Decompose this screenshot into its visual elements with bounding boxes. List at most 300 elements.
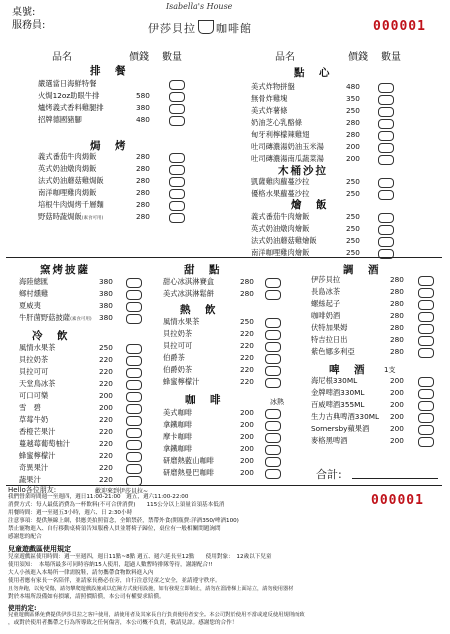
menu-item-name: 爐烤義式香料雞腿排: [38, 103, 104, 112]
menu-item-price: 200: [390, 424, 404, 433]
menu-item-name: 優格水果蘿蔓沙拉: [251, 189, 310, 198]
menu-item-price: 250: [346, 236, 360, 245]
footer-min-charge: 消費方式：每人最低消費為一杯飲料(不可合併消費) 115公分以上須量首須基本低消: [8, 502, 225, 508]
kids-rule-1: 使用須知： 本場所最多可同時容納15人使用，超過人數暫時排隊等待，謝謝配合!!: [8, 562, 213, 568]
menu-item-name: 蜂蜜檸檬汁: [19, 451, 56, 460]
menu-item-price: 200: [346, 154, 360, 163]
baked-list: [38, 151, 198, 223]
menu-item-price: 280: [390, 323, 404, 332]
menu-item-name: 夏威夷: [19, 301, 41, 310]
menu-item: [19, 450, 159, 462]
quantity-box[interactable]: [418, 288, 434, 298]
quantity-box[interactable]: [169, 92, 185, 102]
table-number-label: 桌號:: [12, 7, 36, 18]
cocktail-list: [311, 274, 441, 358]
menu-item-name: 法式奶油蘑菇雞燴飯: [251, 236, 317, 245]
section-cold-title: 冷 飲: [32, 330, 70, 342]
salad-list: [251, 176, 421, 200]
menu-item-name: 英式奶油燉肉焗飯: [38, 164, 97, 173]
menu-item-name: 南洋咖哩雞肉燴飯: [251, 248, 310, 257]
menu-item-name: Somersby蘋果酒: [311, 424, 370, 433]
menu-item: [163, 352, 303, 364]
menu-item: [251, 141, 421, 153]
menu-item: [19, 378, 159, 390]
quantity-box[interactable]: [265, 366, 281, 376]
menu-item-name: 美式炸薯條: [251, 106, 288, 115]
menu-item-price: 200: [390, 376, 404, 385]
menu-item-name: 培根牛肉焗烤千層麵: [38, 200, 104, 209]
quantity-box[interactable]: [265, 409, 281, 419]
menu-item-price: 380: [99, 301, 113, 310]
server-label: 服務員:: [12, 20, 46, 31]
menu-item: [311, 387, 441, 399]
quantity-box[interactable]: [169, 104, 185, 114]
menu-item-name: 貝拉奶茶: [163, 329, 193, 338]
col-name-header-right: 品名: [275, 52, 295, 63]
quantity-box[interactable]: [418, 348, 434, 358]
menu-item-name: 咖啡奶酒: [311, 311, 341, 320]
quantity-box[interactable]: [265, 433, 281, 443]
quantity-box[interactable]: [418, 425, 434, 435]
kids-hours: 兒童遊戲區使用時間：週一至週四，週日11點~8點 週五、週六延長至12點 使用對象： 12歲以下兒童: [8, 554, 272, 560]
menu-item-name: 吐司磚濃湯南瓜蔬菜湯: [251, 154, 324, 163]
quantity-box[interactable]: [169, 189, 185, 199]
coffee-list: [163, 407, 303, 479]
menu-item-price: 200: [390, 436, 404, 445]
menu-item-name: 紫色娜多利亞: [311, 347, 355, 356]
menu-item-price: 250: [346, 177, 360, 186]
menu-item-price: 280: [390, 287, 404, 296]
quantity-box[interactable]: [265, 278, 281, 288]
menu-item-price: 220: [99, 427, 113, 436]
pizza-list: [19, 276, 159, 324]
quantity-box[interactable]: [169, 80, 185, 90]
quantity-box[interactable]: [169, 165, 185, 175]
quantity-box[interactable]: [126, 278, 142, 288]
quantity-box[interactable]: [418, 413, 434, 423]
menu-item-name: 牛肝菌野菇披薩(素食可用): [19, 313, 92, 322]
menu-item-name: 義式番茄牛肉焗飯: [38, 152, 97, 161]
quantity-box[interactable]: [265, 445, 281, 455]
menu-item-price: 200: [240, 468, 254, 477]
menu-item-name: 美式咖啡: [163, 408, 193, 417]
divider-top: [6, 257, 442, 258]
menu-item-price: 200: [240, 444, 254, 453]
menu-item-name: 貝拉奶茶: [19, 355, 49, 364]
menu-item-name: 法式奶油蘑菇雞焗飯: [38, 176, 104, 185]
menu-item-price: 280: [136, 212, 150, 221]
menu-item: [38, 151, 198, 163]
menu-item-price: 200: [240, 408, 254, 417]
quantity-box[interactable]: [126, 392, 142, 402]
logo-name: 伊莎貝拉 咖啡館: [148, 22, 252, 35]
quantity-box[interactable]: [126, 380, 142, 390]
footer-order-number: 000001: [371, 493, 424, 508]
menu-item-name: 奇異果汁: [19, 463, 49, 472]
menu-item-name: 可口可樂: [19, 391, 49, 400]
menu-item-name: 吐司磚濃湯奶油玉米湯: [251, 142, 324, 151]
menu-item: [19, 276, 159, 288]
notice-title: 使用約定:: [8, 604, 37, 612]
menu-item: [311, 423, 441, 435]
quantity-box[interactable]: [126, 440, 142, 450]
col-name-header-left: 品名: [52, 52, 72, 63]
menu-item: [251, 211, 421, 223]
quantity-box[interactable]: [418, 389, 434, 399]
beer-unit-label: 1支: [384, 366, 396, 374]
menu-item-price: 200: [390, 388, 404, 397]
menu-item: [38, 90, 198, 102]
menu-item-name: 研磨熱曼巴咖啡: [163, 468, 215, 477]
menu-item: [38, 187, 198, 199]
kids-rule-4: 且勿奔跑，以免受傷，請勿攀爬遊戲設施或以危險方式使用設施，如有發現立即制止，請勿在溜滑梯上面站立，請勿使用器材: [8, 586, 294, 592]
quantity-box[interactable]: [126, 368, 142, 378]
menu-item: [19, 300, 159, 312]
quantity-box[interactable]: [265, 342, 281, 352]
quantity-box[interactable]: [265, 354, 281, 364]
quantity-box[interactable]: [378, 143, 394, 153]
menu-item: [163, 276, 303, 288]
menu-item-name: 南洋咖哩雞肉焗飯: [38, 188, 97, 197]
menu-item-price: 220: [99, 367, 113, 376]
quantity-box[interactable]: [265, 457, 281, 467]
footer-welcome: 歡迎來到伊莎貝拉~: [95, 488, 149, 495]
menu-item-name: 拿鐵咖啡: [163, 420, 193, 429]
menu-item: [19, 390, 159, 402]
menu-item: [163, 288, 303, 300]
menu-item-name: 麥格黑啤酒: [311, 436, 348, 445]
menu-item-price: 280: [136, 164, 150, 173]
section-hot-title: 熱 飲: [180, 304, 218, 316]
quantity-box[interactable]: [378, 131, 394, 141]
section-pizza-title: 窯烤披薩: [40, 264, 90, 276]
kids-area-title: 兒童遊戲區使用規定: [8, 545, 71, 553]
menu-item-price: 200: [240, 456, 254, 465]
menu-item-name: 貝拉可可: [19, 367, 49, 376]
quantity-box[interactable]: [265, 469, 281, 479]
menu-item: [163, 407, 303, 419]
menu-item-name: 海尼根330ML: [311, 376, 358, 385]
menu-item-price: 200: [99, 391, 113, 400]
menu-item: [311, 399, 441, 411]
menu-item-price: 220: [240, 353, 254, 362]
menu-item: [19, 438, 159, 450]
footer-greeting: Hello各位朋友:: [8, 486, 57, 494]
section-snack-title: 點 心: [294, 67, 332, 79]
menu-item: [311, 334, 441, 346]
quantity-box[interactable]: [378, 155, 394, 165]
quantity-box[interactable]: [126, 344, 142, 354]
menu-item: [163, 419, 303, 431]
quantity-box[interactable]: [378, 190, 394, 200]
menu-item: [251, 223, 421, 235]
footer-rules: 注意事項：提供無線上網，供應美拍照留念，全館禁菸，禁帶外食(開瓶費:洋酒350/啤酒100): [8, 518, 239, 524]
menu-item-name: 蜂蜜檸檬汁: [163, 377, 200, 386]
menu-item-name: 雪 碧: [19, 403, 41, 412]
menu-item-price: 280: [390, 275, 404, 284]
menu-item-name: 金牌啤酒330ML: [311, 388, 365, 397]
section-rice-title: 燴 飯: [291, 199, 329, 211]
menu-item-name: 伊莎貝拉: [311, 275, 341, 284]
menu-item-price: 280: [136, 188, 150, 197]
menu-item: [19, 354, 159, 366]
menu-item: [251, 188, 421, 200]
menu-item: [251, 176, 421, 188]
menu-item-name: 蔓越莓葡萄柚汁: [19, 439, 71, 448]
menu-item: [163, 443, 303, 455]
menu-item-price: 380: [99, 313, 113, 322]
quantity-box[interactable]: [169, 213, 185, 223]
menu-item-name: 風情水果茶: [19, 343, 56, 352]
quantity-box[interactable]: [418, 336, 434, 346]
menu-item: [163, 376, 303, 388]
quantity-box[interactable]: [126, 428, 142, 438]
menu-item: [163, 364, 303, 376]
dessert-list: [163, 276, 303, 300]
quantity-box[interactable]: [126, 464, 142, 474]
menu-item: [38, 114, 198, 126]
menu-item-price: 380: [99, 289, 113, 298]
rice-list: [251, 211, 421, 259]
menu-item: [163, 467, 303, 479]
menu-item: [311, 322, 441, 334]
quantity-box[interactable]: [126, 452, 142, 462]
beer-list: [311, 375, 441, 447]
section-liquor-title: 調 酒: [343, 264, 381, 276]
quantity-box[interactable]: [418, 401, 434, 411]
menu-item: [311, 411, 441, 423]
menu-item: [19, 462, 159, 474]
quantity-box[interactable]: [126, 314, 142, 324]
menu-item: [311, 375, 441, 387]
menu-item: [38, 102, 198, 114]
menu-item-price: 280: [136, 176, 150, 185]
section-dessert-title: 甜 點: [184, 264, 222, 276]
menu-item-price: 220: [99, 451, 113, 460]
menu-item: [311, 274, 441, 286]
quantity-box[interactable]: [418, 300, 434, 310]
coffee-cup-icon: [198, 20, 214, 34]
menu-item: [38, 199, 198, 211]
quantity-box[interactable]: [378, 83, 394, 93]
menu-item-name: 貝拉可可: [163, 341, 193, 350]
quantity-box[interactable]: [265, 421, 281, 431]
menu-item-price: 220: [99, 379, 113, 388]
menu-item-price: 280: [390, 311, 404, 320]
section-coffee-title: 咖 啡: [185, 394, 223, 406]
menu-item-price: 220: [99, 475, 113, 484]
menu-item-name: 風情水果茶: [163, 317, 200, 326]
menu-item: [251, 93, 421, 105]
menu-item: [19, 312, 159, 324]
section-grill-title: 排 餐: [90, 65, 128, 77]
menu-item-price: 480: [346, 82, 360, 91]
menu-item-price: 280: [390, 299, 404, 308]
logo: [148, 2, 298, 40]
menu-item: [251, 129, 421, 141]
menu-item-price: 200: [99, 403, 113, 412]
menu-item-name: 蔬果汁: [19, 475, 41, 484]
menu-item-name: 伯爵茶: [163, 353, 185, 362]
quantity-box[interactable]: [265, 378, 281, 388]
quantity-box[interactable]: [169, 177, 185, 187]
notice-line-1: 兒童遊戲區係免費提供伊莎貝拉之客戶使用，請使用者及其家長自行負責使用者安全。本公司對於使用不當或違反使用規則而致: [8, 612, 305, 618]
menu-item-name: 甜心冰淇淋賽盒: [163, 277, 215, 286]
menu-item: [251, 153, 421, 165]
menu-item: [163, 431, 303, 443]
quantity-box[interactable]: [265, 318, 281, 328]
menu-item-price: 380: [99, 277, 113, 286]
menu-item: [19, 426, 159, 438]
menu-item-name: 美式炸物拼盤: [251, 82, 295, 91]
menu-item: [311, 435, 441, 447]
menu-item-price: 200: [240, 432, 254, 441]
menu-item-price: 220: [240, 341, 254, 350]
menu-item-price: 200: [390, 400, 404, 409]
order-number: 000001: [373, 19, 426, 34]
menu-item-name: 特吉拉日出: [311, 335, 348, 344]
snack-list: [251, 81, 421, 165]
menu-item-price: 220: [240, 377, 254, 386]
menu-item-price: 220: [99, 355, 113, 364]
footer-thanks: 感謝您的配合: [8, 534, 42, 540]
quantity-box[interactable]: [378, 225, 394, 235]
menu-item: [251, 117, 421, 129]
total-label: 合計:: [316, 468, 342, 481]
quantity-box[interactable]: [418, 324, 434, 334]
quantity-box[interactable]: [169, 201, 185, 211]
menu-item-name: 奶油芝心乳酪條: [251, 118, 303, 127]
menu-item-price: 200: [240, 420, 254, 429]
menu-item: [163, 328, 303, 340]
menu-item-price: 250: [99, 343, 113, 352]
quantity-box[interactable]: [378, 213, 394, 223]
menu-item-price: 280: [136, 152, 150, 161]
quantity-box[interactable]: [378, 95, 394, 105]
menu-item: [163, 316, 303, 328]
menu-item-name: 英式奶油燉肉燴飯: [251, 224, 310, 233]
quantity-box[interactable]: [126, 404, 142, 414]
menu-item: [251, 235, 421, 247]
kids-rule-3: 使用者應有家長一名陪伴，並請家長務必在旁，自行注意兒童之安全，並請遵守秩序。: [8, 578, 221, 584]
col-qty-header-left: 數量: [162, 52, 182, 63]
quantity-box[interactable]: [378, 119, 394, 129]
menu-item-name: 摩卡咖啡: [163, 432, 193, 441]
menu-item-price: 250: [240, 317, 254, 326]
menu-item-name: 美式冰淇淋鬆餅: [163, 289, 215, 298]
cold-drink-list: [19, 342, 159, 486]
quantity-box[interactable]: [418, 377, 434, 387]
section-beer-title: 啤 酒: [329, 364, 367, 376]
quantity-box[interactable]: [126, 356, 142, 366]
quantity-box[interactable]: [378, 178, 394, 188]
menu-item: [251, 81, 421, 93]
quantity-box[interactable]: [418, 437, 434, 447]
quantity-box[interactable]: [378, 107, 394, 117]
quantity-box[interactable]: [126, 302, 142, 312]
menu-item: [163, 455, 303, 467]
quantity-box[interactable]: [126, 290, 142, 300]
menu-item: [311, 298, 441, 310]
quantity-box[interactable]: [265, 330, 281, 340]
quantity-box[interactable]: [126, 416, 142, 426]
menu-item-name: 野菇時蔬焗飯(素食可用): [38, 212, 104, 221]
menu-item-name: 火焗12oz助眼牛排: [38, 91, 100, 100]
menu-item: [311, 310, 441, 322]
menu-item-name: 鄉村燻雞: [19, 289, 49, 298]
menu-item-price: 220: [240, 365, 254, 374]
menu-item-name: 甸牙利檸檬辣雞翅: [251, 130, 310, 139]
menu-item-price: 250: [346, 224, 360, 233]
quantity-box[interactable]: [378, 237, 394, 247]
menu-item-price: 220: [99, 415, 113, 424]
menu-item-note: (素食可用): [70, 317, 92, 322]
menu-item-price: 250: [346, 248, 360, 257]
menu-item-price: 220: [240, 329, 254, 338]
col-qty-header-right: 數量: [381, 52, 401, 63]
menu-item: [38, 175, 198, 187]
menu-item-price: 250: [346, 106, 360, 115]
menu-item-price: 220: [99, 463, 113, 472]
menu-item-price: 480: [136, 115, 150, 124]
menu-item-name: 招牌德國豬腳: [38, 115, 82, 124]
quantity-box[interactable]: [418, 312, 434, 322]
menu-item: [311, 286, 441, 298]
menu-item-name: 長島冰茶: [311, 287, 341, 296]
quantity-box[interactable]: [169, 153, 185, 163]
footer-pets: 禁止寵物進入、自行移動桌椅須告知服務人員並將椅子歸位，桌位有一般相關問題詢問: [8, 526, 221, 532]
total-field[interactable]: [352, 478, 438, 479]
menu-item: [251, 105, 421, 117]
menu-item: [19, 366, 159, 378]
quantity-box[interactable]: [169, 116, 185, 126]
menu-item: [38, 78, 198, 90]
col-price-header-left: 價錢: [129, 52, 149, 63]
menu-item-price: 280: [136, 200, 150, 209]
menu-item-name: 伏特加果姆: [311, 323, 348, 332]
menu-item: [19, 342, 159, 354]
grill-list: [38, 78, 198, 126]
menu-item-name: 無骨炸雞塊: [251, 94, 288, 103]
logo-script: Isabella's House: [166, 2, 233, 11]
menu-item-price: 580: [136, 91, 150, 100]
menu-item-name: 螺絲起子: [311, 299, 341, 308]
menu-item: [311, 346, 441, 358]
menu-item-name: 香橙芒果汁: [19, 427, 56, 436]
menu-item-name: 天堂鳥冰茶: [19, 379, 56, 388]
menu-item-note: (素食可用): [81, 216, 104, 221]
menu-item-price: 350: [346, 94, 360, 103]
menu-item-name: 義式番茄牛肉燴飯: [251, 212, 310, 221]
menu-item-price: 280: [390, 347, 404, 356]
footer-hours: 我們營業時間週一至週四，週日11:00-21:00 週五，週六11:00-22:00: [8, 494, 189, 500]
kids-rule-2: 大人小孩進入本場所一律需脫鞋，請勿攜帶食物飲料進入內: [8, 570, 154, 576]
menu-item-price: 280: [240, 277, 254, 286]
kids-rule-5: 對於本場所設備如有損壞，請照價賠償，本公司有權要求賠償。: [8, 594, 165, 600]
menu-item-name: 研磨熱藍山咖啡: [163, 456, 215, 465]
menu-item-name: 海陸總匯: [19, 277, 49, 286]
menu-item-price: 200: [390, 412, 404, 421]
menu-item-name: 嚴選當日海鮮特餐: [38, 79, 97, 88]
menu-item-name: 草莓牛奶: [19, 415, 49, 424]
menu-item-price: 250: [346, 189, 360, 198]
coffee-ice-hot-label: 冰熱: [270, 398, 284, 406]
menu-item: [19, 414, 159, 426]
menu-item: [19, 402, 159, 414]
quantity-box[interactable]: [418, 276, 434, 286]
quantity-box[interactable]: [265, 290, 281, 300]
menu-item-name: 百威啤酒355ML: [311, 400, 365, 409]
